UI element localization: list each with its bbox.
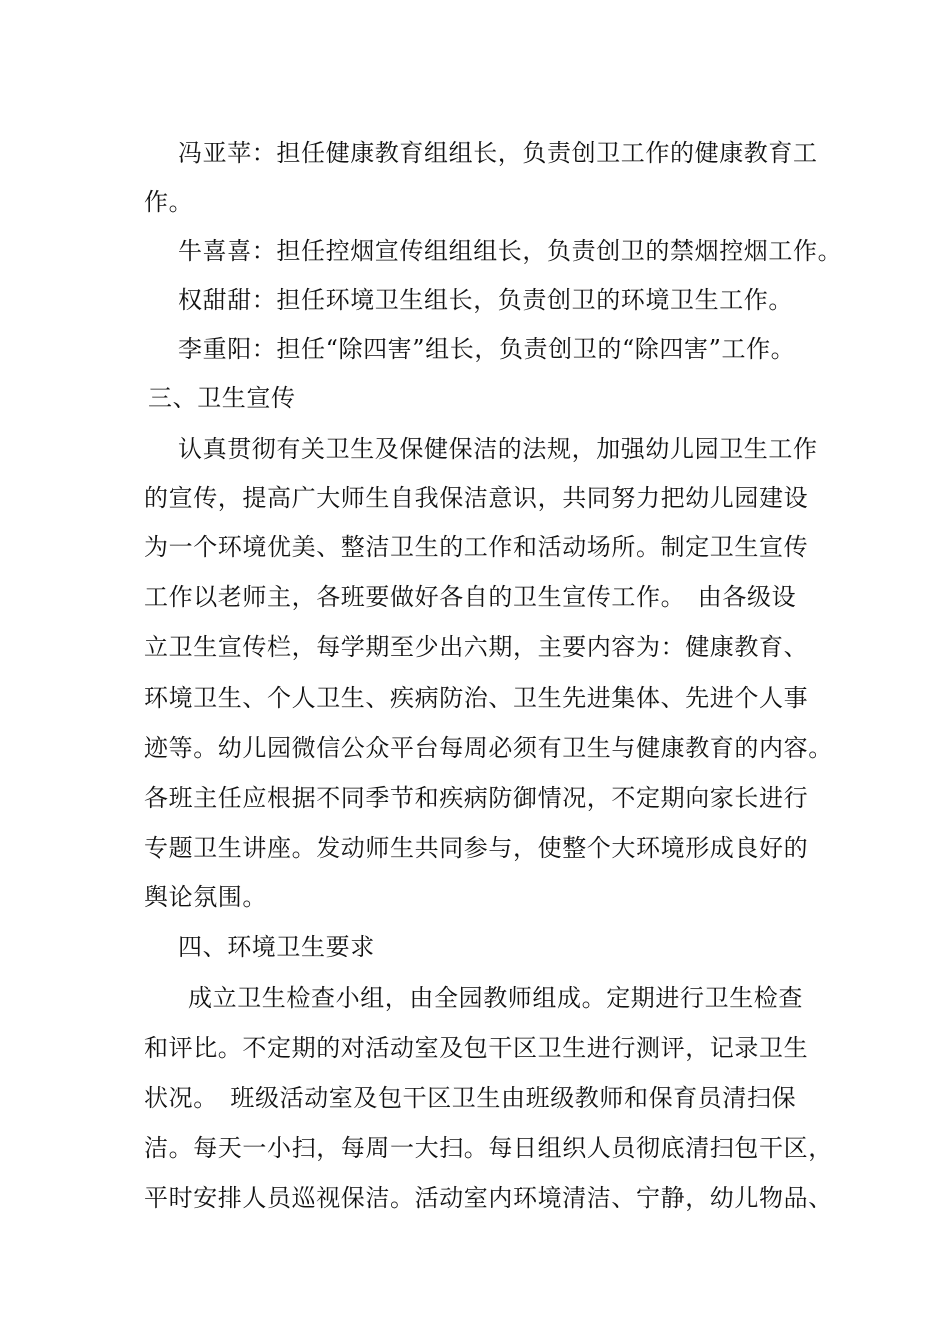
section-heading: 三、卫生宣传	[148, 384, 296, 412]
section-heading: 四、环境卫生要求	[178, 933, 375, 961]
paragraph-line: 洁。每天一小扫，每周一大扫。每日组织人员彻底清扫包干区，	[144, 1134, 833, 1162]
paragraph-line: 和评比。不定期的对活动室及包干区卫生进行测评，记录卫生	[144, 1034, 809, 1062]
paragraph-line: 舆论氛围。	[144, 883, 267, 911]
paragraph-line: 专题卫生讲座。发动师生共同参与，使整个大环境形成良好的	[144, 834, 809, 862]
paragraph-line: 环境卫生、个人卫生、疾病防治、卫生先进集体、先进个人事	[144, 684, 809, 712]
paragraph-line: 平时安排人员巡视保洁。活动室内环境清洁、宁静，幼儿物品、	[144, 1184, 833, 1212]
paragraph-line: 牛喜喜：担任控烟宣传组组组长，负责创卫的禁烟控烟工作。	[178, 237, 843, 265]
paragraph-line: 为一个环境优美、整洁卫生的工作和活动场所。制定卫生宣传	[144, 533, 809, 561]
paragraph-line: 冯亚苹：担任健康教育组组长，负责创卫工作的健康教育工	[178, 139, 818, 167]
paragraph-line: 权甜甜：担任环境卫生组长，负责创卫的环境卫生工作。	[178, 286, 793, 314]
paragraph-line: 认真贯彻有关卫生及保健保洁的法规，加强幼儿园卫生工作	[178, 435, 818, 463]
paragraph-line: 工作以老师主，各班要做好各自的卫生宣传工作。 由各级设	[144, 583, 797, 611]
paragraph-line: 的宣传，提高广大师生自我保洁意识，共同努力把幼儿园建设	[144, 484, 809, 512]
paragraph-line: 成立卫生检查小组，由全园教师组成。定期进行卫生检查	[188, 984, 803, 1012]
paragraph-line: 立卫生宣传栏，每学期至少出六期，主要内容为：健康教育、	[144, 633, 809, 661]
paragraph-line: 状况。 班级活动室及包干区卫生由班级教师和保育员清扫保	[144, 1084, 797, 1112]
paragraph-line: 李重阳：担任“除四害”组长，负责创卫的“除四害”工作。	[178, 335, 796, 363]
paragraph-line: 迹等。幼儿园微信公众平台每周必须有卫生与健康教育的内容。	[144, 734, 833, 762]
paragraph-line: 作。	[144, 188, 194, 216]
paragraph-line: 各班主任应根据不同季节和疾病防御情况，不定期向家长进行	[144, 784, 809, 812]
